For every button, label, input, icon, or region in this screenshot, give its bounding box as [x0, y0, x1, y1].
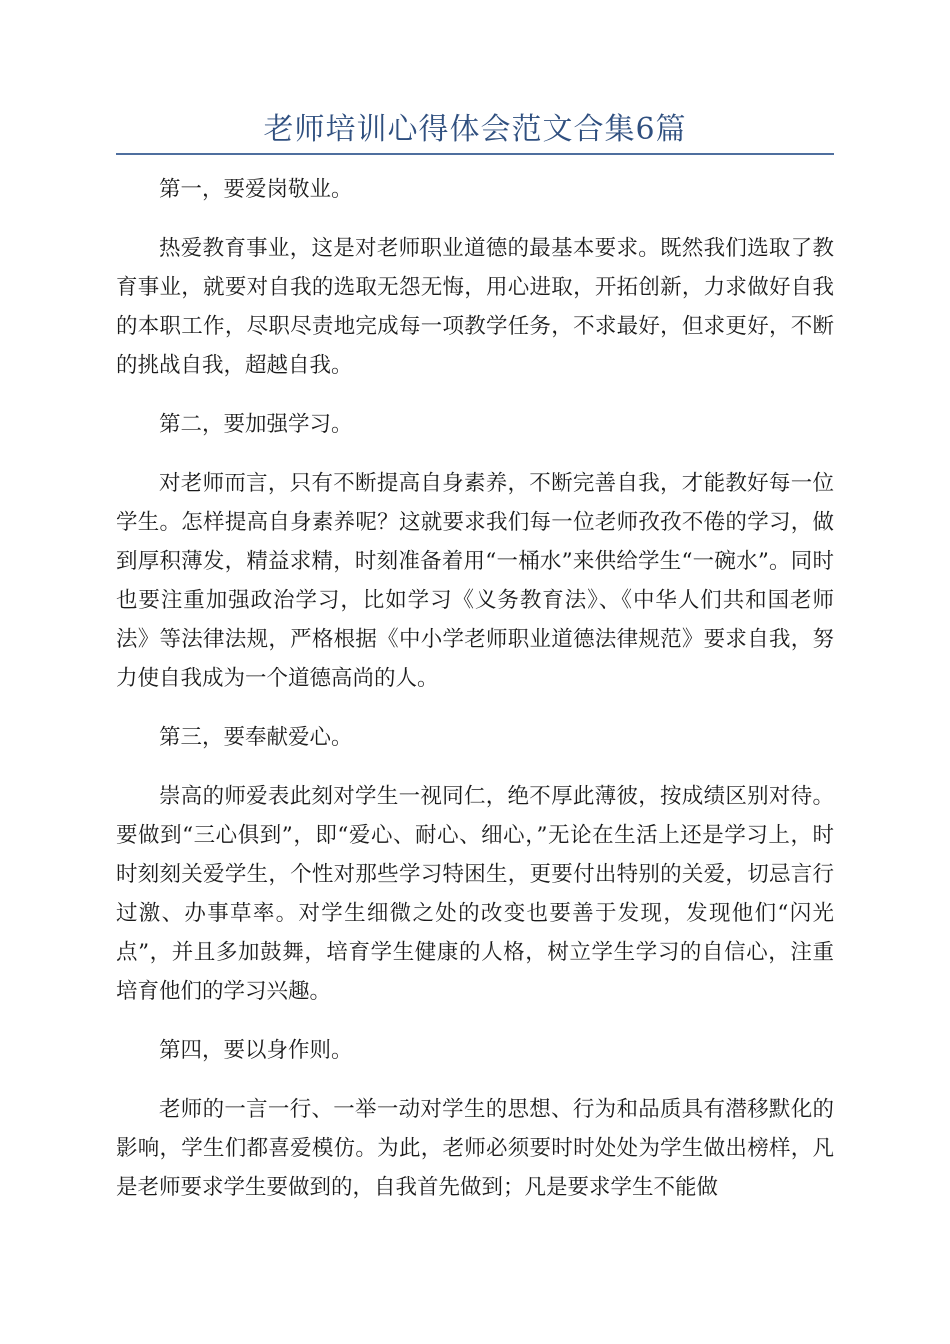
- paragraph-4: 老师的一言一行、一举一动对学生的思想、行为和品质具有潜移默化的影响，学生们都喜爱模仿。为此，老师必须要时时处处为学生做出榜样，凡是老师要求学生要做到的，自我首先做到；凡是要求学生不能做: [116, 1097, 834, 1200]
- document-body: [116, 170, 834, 1227]
- section-heading-2: 第二，要加强学习。: [159, 412, 353, 437]
- title-underline: [116, 153, 834, 155]
- section-heading-3: 第三，要奉献爱心。: [159, 725, 353, 750]
- paragraph-3: 崇高的师爱表此刻对学生一视同仁，绝不厚此薄彼，按成绩区别对待。要做到“三心俱到”，即“爱心、耐心、细心，”无论在生活上还是学习上，时时刻刻关爱学生，个性对那些学习特困生，更要付出特别的关爱，切忌言行过激、办事草率。对学生细微之处的改变也要善于发现，发现他们“闪光点”，并且多加鼓舞，培育学生健康的人格，树立学生学习的自信心，注重培育他们的学习兴趣。: [116, 784, 834, 1004]
- section-heading-4: 第四，要以身作则。: [159, 1038, 353, 1063]
- document-title: 老师培训心得体会范文合集6篇: [263, 112, 687, 147]
- paragraph-2: 对老师而言，只有不断提高自身素养，不断完善自我，才能教好每一位学生。怎样提高自身素养呢？这就要求我们每一位老师孜孜不倦的学习，做到厚积薄发，精益求精，时刻准备着用“一桶水”来供给学生“一碗水”。同时也要注重加强政治学习，比如学习《义务教育法》、《中华人们共和国老师法》等法律法规，严格根据《中小学老师职业道德法律规范》要求自我，努力使自我成为一个道德高尚的人。: [116, 471, 834, 691]
- section-heading-1: 第一，要爱岗敬业。: [159, 177, 353, 202]
- paragraph-1: 热爱教育事业，这是对老师职业道德的最基本要求。既然我们选取了教育事业，就要对自我的选取无怨无悔，用心进取，开拓创新，力求做好自我的本职工作，尽职尽责地完成每一项教学任务，不求最好，但求更好，不断的挑战自我，超越自我。: [116, 236, 834, 378]
